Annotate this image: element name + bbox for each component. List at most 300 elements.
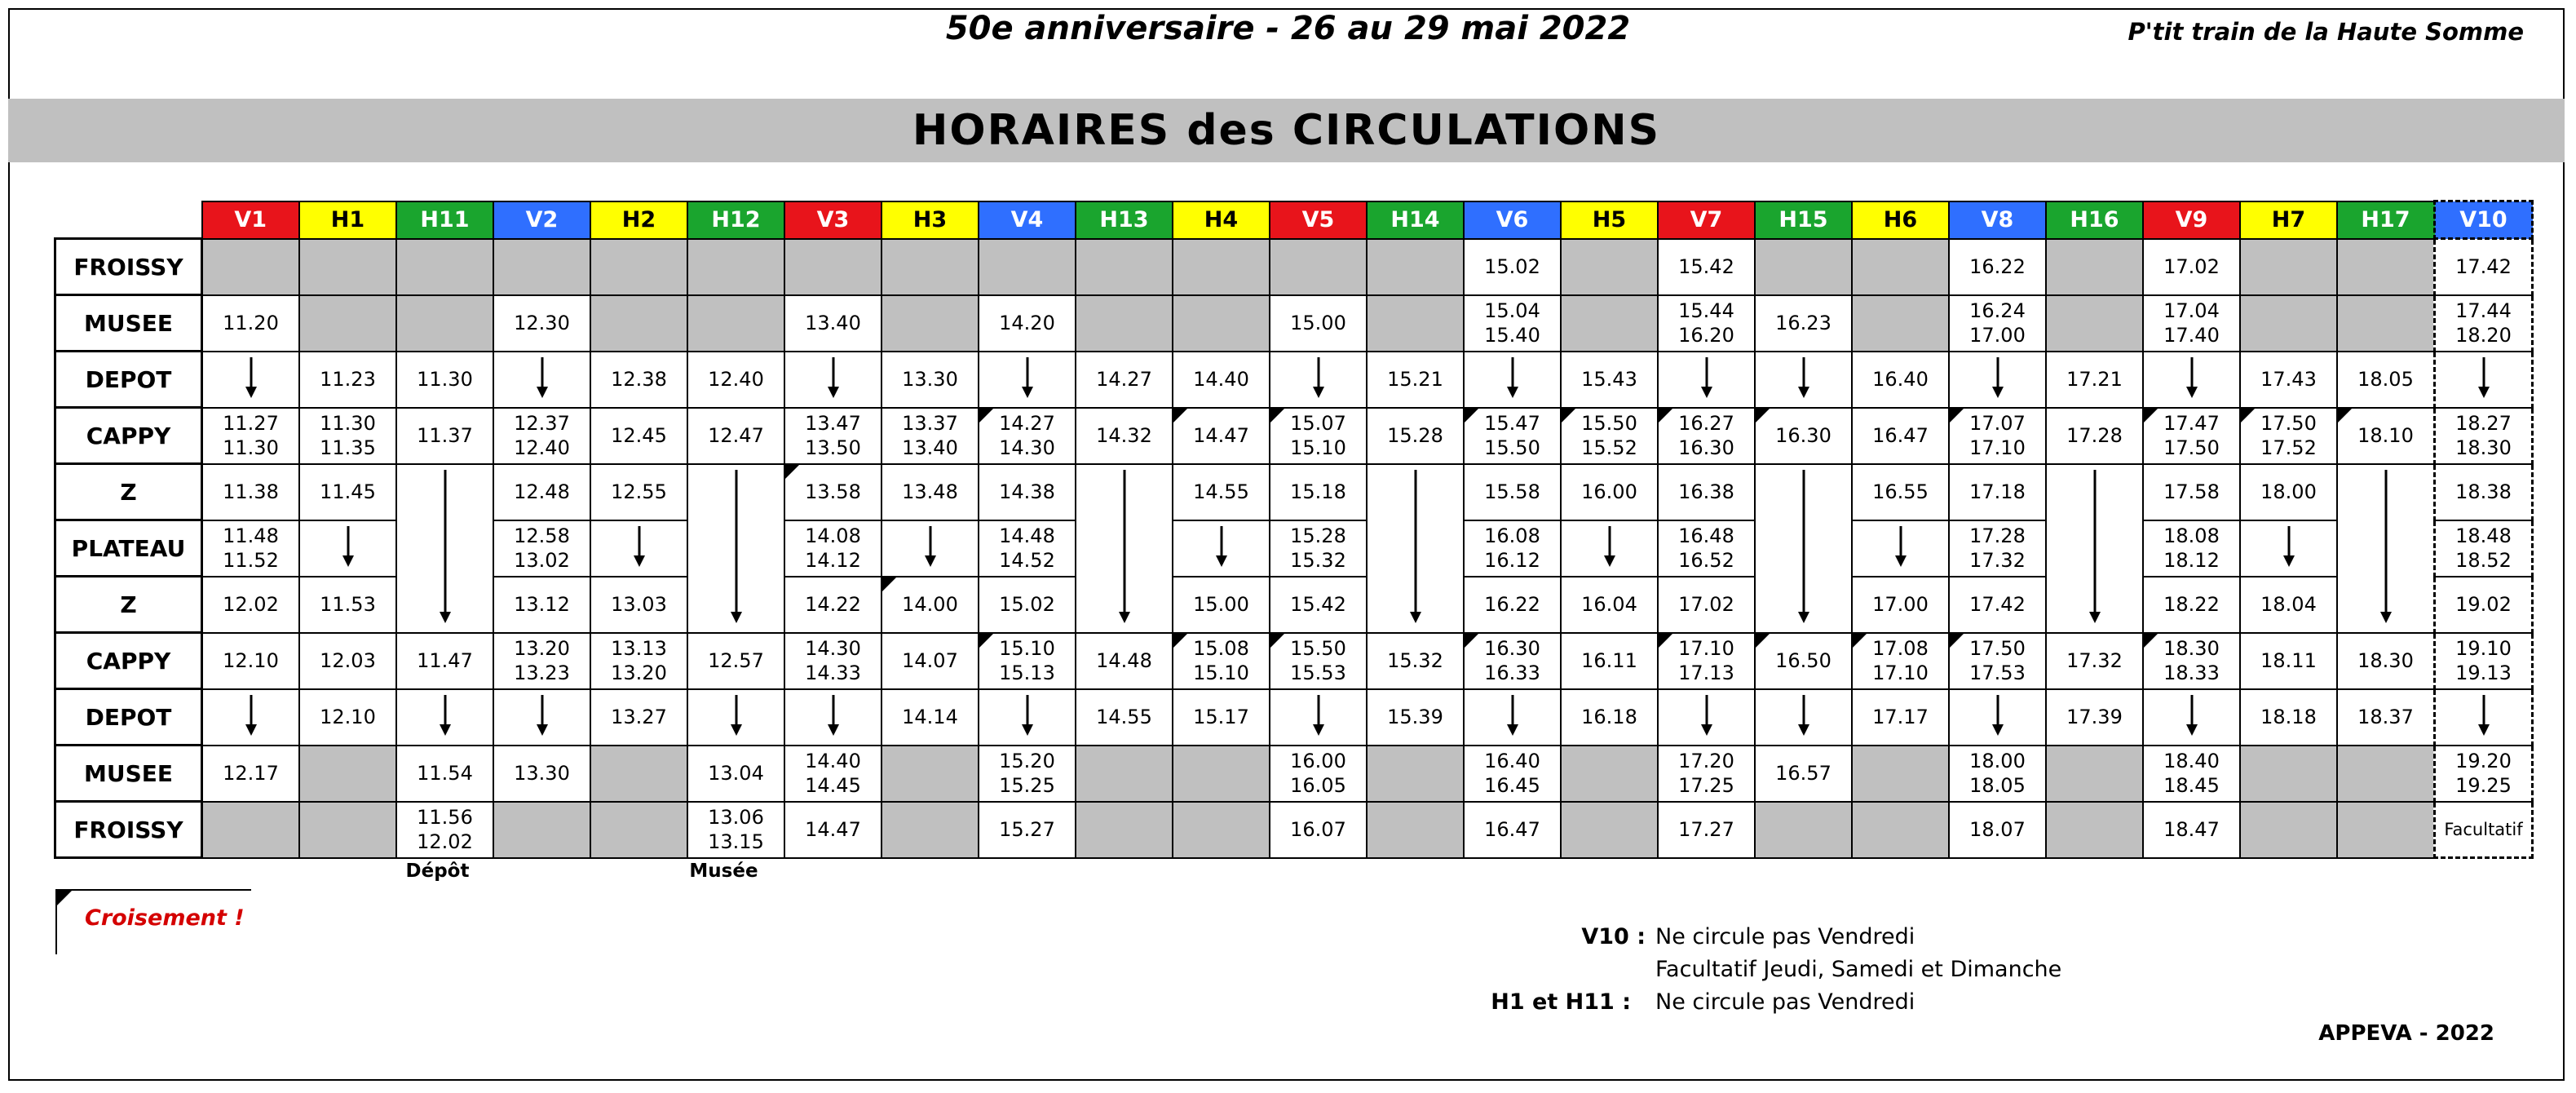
time-cell (1852, 295, 1949, 352)
time-cell (493, 802, 590, 858)
time-value: 18.20 (2455, 324, 2512, 347)
time-value: 14.55 (1096, 706, 1152, 728)
down-arrow-icon (2476, 356, 2492, 398)
time-value: 14.40 (1193, 368, 1249, 391)
time-cell (1561, 577, 1658, 633)
time-cell (1173, 520, 1270, 577)
time-value: 11.27 (223, 412, 279, 435)
time-cell (202, 520, 300, 577)
time-cell (1367, 689, 1464, 746)
time-cell (881, 689, 979, 746)
time-value: 13.13 (611, 637, 667, 660)
h1-h11-note-label: H1 et H11 : (1491, 989, 1631, 1015)
time-value: 14.32 (1096, 424, 1152, 447)
footer-credit: APPEVA - 2022 (2318, 1021, 2494, 1046)
time-cell (881, 352, 979, 408)
down-arrow-icon (1602, 524, 1618, 567)
time-value: 11.23 (320, 368, 376, 391)
station-row (55, 464, 2533, 520)
time-value: 17.02 (1678, 593, 1734, 616)
time-value: 13.58 (805, 480, 861, 503)
time-value: 11.56 (417, 806, 473, 829)
time-cell (590, 352, 687, 408)
time-cell (784, 464, 881, 520)
time-cell (2143, 746, 2240, 802)
time-cell (1949, 408, 2046, 464)
down-arrow-icon (1116, 468, 1133, 623)
time-cell (1173, 746, 1270, 802)
time-value: 13.37 (902, 412, 958, 435)
down-arrow-icon (1505, 693, 1521, 736)
time-value: 14.38 (999, 480, 1055, 503)
timetable-title: HORAIRES des CIRCULATIONS (8, 99, 2565, 162)
time-cell (1173, 689, 1270, 746)
down-arrow-icon (2184, 356, 2200, 398)
time-cell (1852, 520, 1949, 577)
time-value: 16.22 (1484, 593, 1540, 616)
time-cell (979, 352, 1076, 408)
time-value: 16.55 (1872, 480, 1929, 503)
time-cell (2046, 746, 2143, 802)
time-cell (1658, 802, 1755, 858)
time-value: 13.50 (805, 436, 861, 459)
time-cell (1173, 239, 1270, 295)
time-value: 16.33 (1484, 662, 1540, 684)
time-cell (2046, 689, 2143, 746)
time-cell (1755, 408, 1852, 464)
time-cell (1464, 577, 1561, 633)
time-value: 13.12 (514, 593, 570, 616)
time-cell (687, 802, 784, 858)
time-value: 17.44 (2455, 299, 2512, 322)
time-value: 15.43 (1581, 368, 1637, 391)
time-cell (1658, 408, 1755, 464)
time-value: 15.32 (1387, 649, 1443, 672)
time-value: 14.48 (1096, 649, 1152, 672)
time-value: 14.40 (805, 750, 861, 772)
time-cell (1949, 352, 2046, 408)
time-cell (1852, 633, 1949, 689)
time-value: 13.04 (708, 762, 764, 785)
time-value: 17.28 (2066, 424, 2123, 447)
time-cell (1270, 408, 1367, 464)
time-cell (1464, 633, 1561, 689)
time-cell (1173, 295, 1270, 352)
time-cell (1561, 295, 1658, 352)
time-value: 15.04 (1484, 299, 1540, 322)
time-cell (784, 239, 881, 295)
time-cell (2143, 408, 2240, 464)
time-cell (1464, 239, 1561, 295)
time-cell (1949, 520, 2046, 577)
time-value: 19.02 (2455, 593, 2512, 616)
down-arrow-icon (825, 693, 842, 736)
v10-note-label: V10 : (1581, 924, 1646, 949)
station-label: Z (55, 577, 202, 633)
time-cell (1949, 802, 2046, 858)
time-cell (2143, 802, 2240, 858)
train-h4-header: H4 (1173, 201, 1270, 239)
time-value: 16.22 (1969, 255, 2026, 278)
station-label: CAPPY (55, 408, 202, 464)
time-value: 12.38 (611, 368, 667, 391)
time-value: 16.57 (1775, 762, 1831, 785)
time-cell (1367, 239, 1464, 295)
time-cell (396, 802, 493, 858)
time-cell (784, 633, 881, 689)
time-value: 11.30 (223, 436, 279, 459)
time-value: 17.42 (1969, 593, 2026, 616)
time-cell (202, 577, 300, 633)
time-value: 17.47 (2163, 412, 2220, 435)
time-cell (2046, 352, 2143, 408)
crossing-mark-icon (55, 889, 73, 907)
train-v1-header: V1 (202, 201, 300, 239)
time-cell (590, 577, 687, 633)
time-value: 13.20 (514, 637, 570, 660)
down-arrow-icon (2184, 693, 2200, 736)
time-value: 16.52 (1678, 549, 1734, 572)
time-cell (493, 408, 590, 464)
time-value: 13.15 (708, 830, 764, 853)
time-cell (1755, 633, 1852, 689)
time-value: 16.00 (1581, 480, 1637, 503)
time-cell (2337, 408, 2435, 464)
time-cell (1270, 577, 1367, 633)
time-value: 17.50 (2260, 412, 2317, 435)
down-arrow-icon (2281, 524, 2297, 567)
train-header-row (55, 201, 2533, 239)
time-cell (881, 746, 979, 802)
time-cell (2337, 295, 2435, 352)
crossing-legend (55, 889, 251, 954)
time-cell (1755, 295, 1852, 352)
time-cell (299, 295, 396, 352)
time-value: 15.42 (1678, 255, 1734, 278)
time-value: 15.20 (999, 750, 1055, 772)
station-row (55, 408, 2533, 464)
time-cell (1949, 577, 2046, 633)
time-cell (1173, 802, 1270, 858)
time-cell (2046, 633, 2143, 689)
time-cell (493, 689, 590, 746)
time-cell (396, 746, 493, 802)
time-value: 15.42 (1290, 593, 1346, 616)
train-h15-header: H15 (1755, 201, 1852, 239)
time-cell (1852, 239, 1949, 295)
timetable (54, 200, 2534, 859)
time-cell (979, 577, 1076, 633)
time-value: 17.39 (2066, 706, 2123, 728)
train-v2-header: V2 (493, 201, 590, 239)
down-arrow-icon (340, 524, 356, 567)
time-value: 18.12 (2163, 549, 2220, 572)
time-cell (396, 464, 493, 633)
down-arrow-icon (1310, 693, 1327, 736)
time-cell (1173, 464, 1270, 520)
time-value: 19.25 (2455, 774, 2512, 797)
time-cell (1658, 520, 1755, 577)
down-arrow-icon (243, 693, 259, 736)
time-cell (979, 295, 1076, 352)
time-cell (687, 239, 784, 295)
time-cell (1755, 689, 1852, 746)
time-value: 12.55 (611, 480, 667, 503)
time-value: 13.47 (805, 412, 861, 435)
time-value: 11.35 (320, 436, 376, 459)
time-cell (2143, 520, 2240, 577)
time-value: 18.47 (2163, 818, 2220, 841)
time-cell (1852, 577, 1949, 633)
time-value: 14.08 (805, 524, 861, 547)
time-cell (2240, 633, 2337, 689)
time-value: 14.48 (999, 524, 1055, 547)
time-value: 17.32 (2066, 649, 2123, 672)
time-value: 18.33 (2163, 662, 2220, 684)
time-cell (1076, 239, 1173, 295)
time-cell (299, 689, 396, 746)
station-row (55, 633, 2533, 689)
time-value: 15.10 (1290, 436, 1346, 459)
time-value: 11.54 (417, 762, 473, 785)
time-cell (590, 295, 687, 352)
time-value: 18.11 (2260, 649, 2317, 672)
time-cell (1561, 408, 1658, 464)
time-cell (881, 520, 979, 577)
time-value: 16.45 (1484, 774, 1540, 797)
time-cell (2143, 464, 2240, 520)
train-h1-header: H1 (299, 201, 396, 239)
time-value: 11.45 (320, 480, 376, 503)
time-value: 17.17 (1872, 706, 1929, 728)
time-cell (2143, 352, 2240, 408)
time-value: 18.40 (2163, 750, 2220, 772)
time-value: 18.38 (2455, 480, 2512, 503)
time-value: 15.40 (1484, 324, 1540, 347)
time-value: 13.48 (902, 480, 958, 503)
time-value: 18.00 (2260, 480, 2317, 503)
time-cell (396, 633, 493, 689)
time-cell (493, 295, 590, 352)
time-cell (1464, 689, 1561, 746)
time-cell (299, 239, 396, 295)
time-cell (881, 633, 979, 689)
time-cell (1173, 577, 1270, 633)
time-cell (881, 295, 979, 352)
time-value: 17.18 (1969, 480, 2026, 503)
h1-h11-note-line1: Ne circule pas Vendredi (1655, 989, 1915, 1015)
time-cell (979, 746, 1076, 802)
time-cell (1755, 239, 1852, 295)
time-cell (1173, 408, 1270, 464)
time-value: 17.32 (1969, 549, 2026, 572)
time-value: 18.48 (2455, 524, 2512, 547)
time-value: 17.00 (1969, 324, 2026, 347)
time-value: 15.27 (999, 818, 1055, 841)
time-cell (299, 520, 396, 577)
time-value: 19.10 (2455, 637, 2512, 660)
time-value: 11.30 (417, 368, 473, 391)
time-value: 12.40 (708, 368, 764, 391)
time-value: 15.21 (1387, 368, 1443, 391)
time-cell (1755, 352, 1852, 408)
time-cell (396, 295, 493, 352)
time-cell (1367, 802, 1464, 858)
time-cell (1464, 746, 1561, 802)
time-cell (2240, 577, 2337, 633)
down-arrow-icon (728, 693, 745, 736)
time-cell (687, 689, 784, 746)
time-cell (1658, 295, 1755, 352)
time-value: 13.30 (902, 368, 958, 391)
time-cell (2337, 464, 2435, 633)
time-cell (979, 464, 1076, 520)
time-value: 12.10 (320, 706, 376, 728)
train-v6-header: V6 (1464, 201, 1561, 239)
time-value: 11.38 (223, 480, 279, 503)
time-value: 14.27 (1096, 368, 1152, 391)
time-cell (202, 633, 300, 689)
down-arrow-icon (1990, 356, 2006, 398)
down-arrow-icon (1699, 693, 1715, 736)
time-value: 16.23 (1775, 312, 1831, 334)
time-cell (2143, 295, 2240, 352)
time-cell (979, 239, 1076, 295)
time-value: 16.48 (1678, 524, 1734, 547)
time-cell (590, 239, 687, 295)
time-cell (979, 802, 1076, 858)
time-cell (396, 689, 493, 746)
train-h2-header: H2 (590, 201, 687, 239)
time-value: 15.08 (1193, 637, 1249, 660)
time-value: 13.06 (708, 806, 764, 829)
time-value: 11.52 (223, 549, 279, 572)
time-cell (1076, 295, 1173, 352)
time-value: 17.58 (2163, 480, 2220, 503)
time-cell (1367, 295, 1464, 352)
time-value: 12.40 (514, 436, 570, 459)
time-cell (1949, 295, 2046, 352)
time-cell (493, 239, 590, 295)
time-value: 14.27 (999, 412, 1055, 435)
time-cell (2046, 802, 2143, 858)
time-value: 12.37 (514, 412, 570, 435)
down-arrow-icon (437, 468, 453, 623)
time-value: 17.04 (2163, 299, 2220, 322)
train-h7-header: H7 (2240, 201, 2337, 239)
time-cell (2435, 633, 2533, 689)
event-title: 50e anniversaire - 26 au 29 mai 2022 (945, 10, 1631, 47)
station-label: Z (55, 464, 202, 520)
time-cell (784, 577, 881, 633)
time-value: 17.20 (1678, 750, 1734, 772)
time-cell (202, 295, 300, 352)
time-value: 16.27 (1678, 412, 1734, 435)
time-cell (784, 802, 881, 858)
time-cell (590, 408, 687, 464)
time-value: 18.45 (2163, 774, 2220, 797)
time-value: 14.07 (902, 649, 958, 672)
time-cell (2240, 352, 2337, 408)
time-cell (687, 746, 784, 802)
time-cell (493, 577, 590, 633)
down-arrow-icon (2476, 693, 2492, 736)
time-value: 17.21 (2066, 368, 2123, 391)
time-cell (2143, 239, 2240, 295)
time-value: 18.04 (2260, 593, 2317, 616)
time-cell (1367, 746, 1464, 802)
station-label: DEPOT (55, 689, 202, 746)
down-arrow-icon (922, 524, 939, 567)
time-cell (299, 746, 396, 802)
down-arrow-icon (1019, 356, 1036, 398)
time-value: 16.20 (1678, 324, 1734, 347)
time-cell (1270, 464, 1367, 520)
time-cell (1464, 352, 1561, 408)
time-value: 12.57 (708, 649, 764, 672)
train-v9-header: V9 (2143, 201, 2240, 239)
time-value: 18.05 (1969, 774, 2026, 797)
time-cell (1852, 352, 1949, 408)
time-value: 15.52 (1581, 436, 1637, 459)
station-label: PLATEAU (55, 520, 202, 577)
time-value: 17.25 (1678, 774, 1734, 797)
time-value: 11.37 (417, 424, 473, 447)
time-cell (2143, 577, 2240, 633)
time-cell (1949, 239, 2046, 295)
time-cell (1464, 464, 1561, 520)
time-value: 14.47 (1193, 424, 1249, 447)
time-cell (1949, 633, 2046, 689)
time-value: 17.53 (1969, 662, 2026, 684)
time-value: 17.50 (1969, 637, 2026, 660)
station-row (55, 239, 2533, 295)
station-row (55, 746, 2533, 802)
time-cell (202, 408, 300, 464)
station-label: MUSEE (55, 746, 202, 802)
time-cell (2240, 689, 2337, 746)
down-arrow-icon (2087, 468, 2103, 623)
time-cell (1949, 746, 2046, 802)
time-cell (1076, 633, 1173, 689)
time-cell (881, 408, 979, 464)
time-cell (2240, 802, 2337, 858)
time-cell (1658, 689, 1755, 746)
time-cell (687, 295, 784, 352)
time-cell (784, 295, 881, 352)
time-cell (1076, 352, 1173, 408)
time-value: 15.28 (1290, 524, 1346, 547)
down-arrow-icon (1699, 356, 1715, 398)
time-value: 15.53 (1290, 662, 1346, 684)
time-cell (979, 520, 1076, 577)
time-cell (979, 633, 1076, 689)
time-cell (202, 352, 300, 408)
station-row (55, 295, 2533, 352)
time-value: 12.48 (514, 480, 570, 503)
time-cell (1852, 689, 1949, 746)
time-cell (2046, 295, 2143, 352)
down-arrow-icon (825, 356, 842, 398)
time-cell (202, 746, 300, 802)
time-value: 11.20 (223, 312, 279, 334)
time-cell (2240, 408, 2337, 464)
train-h11-header: H11 (396, 201, 493, 239)
time-cell (1076, 464, 1173, 633)
time-value: 18.07 (1969, 818, 2026, 841)
time-cell (1658, 746, 1755, 802)
time-cell (2143, 633, 2240, 689)
